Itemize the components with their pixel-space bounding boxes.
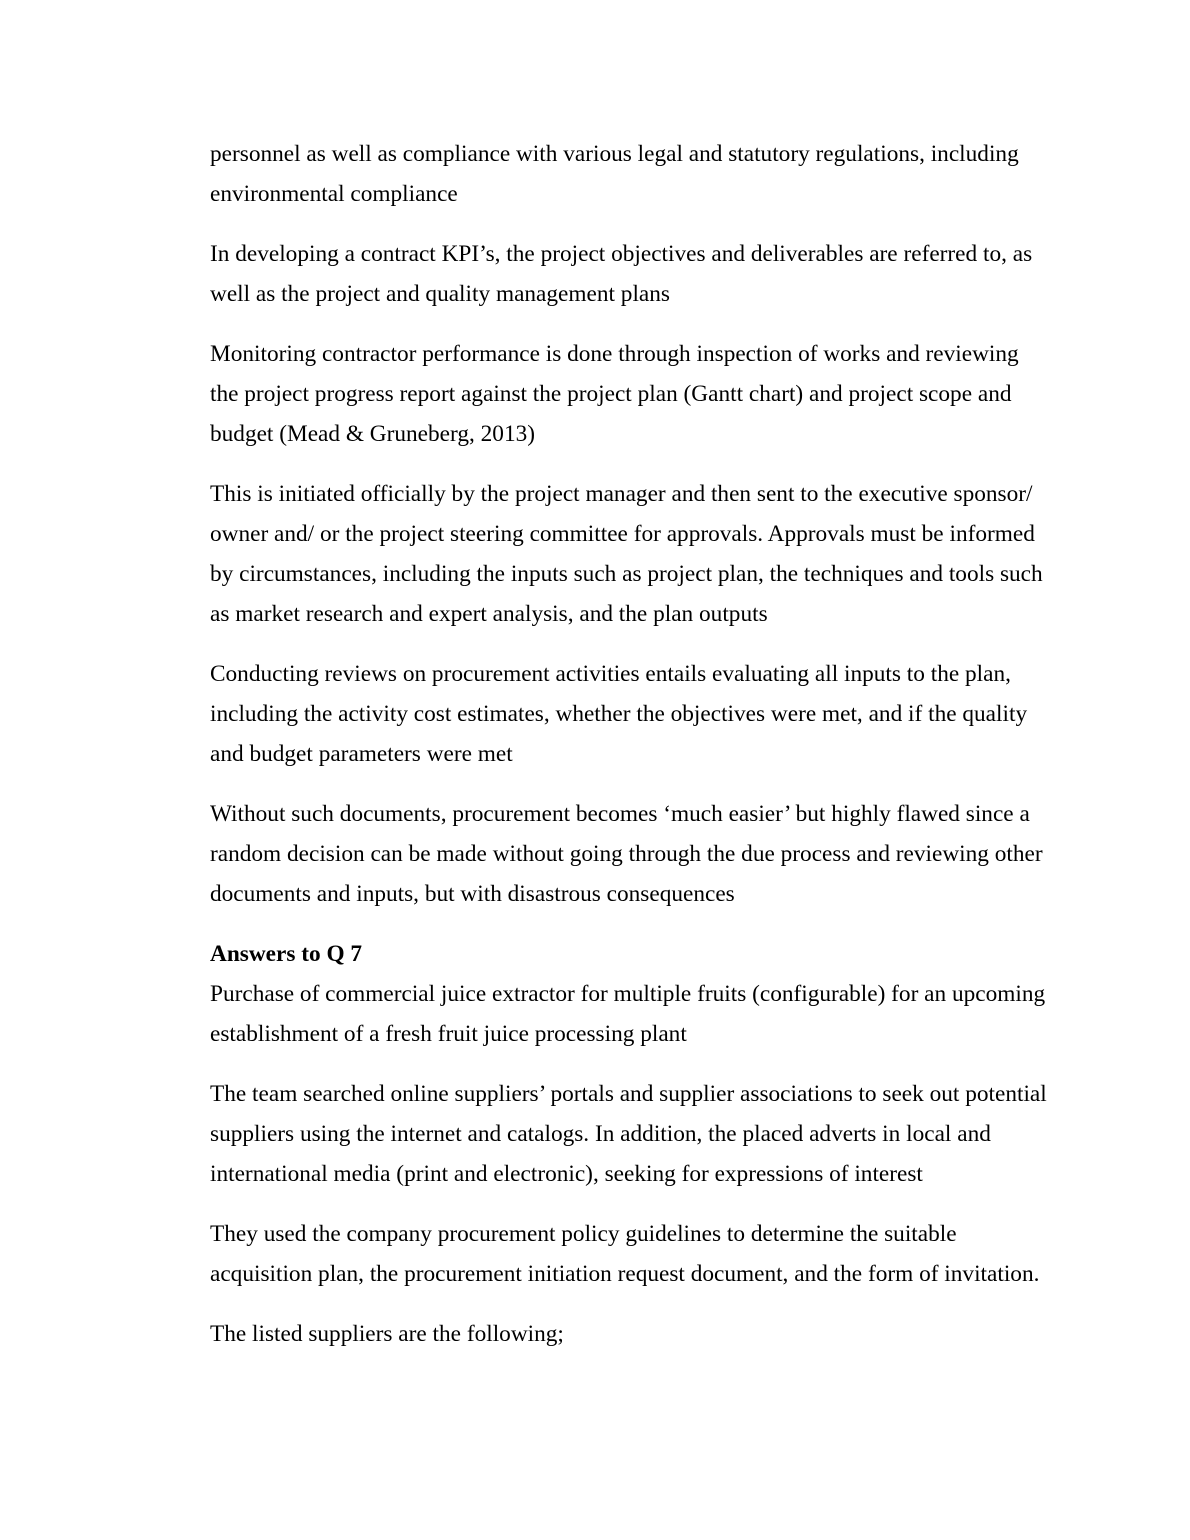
section-heading — [210, 934, 1070, 974]
text-line: including the activity cost estimates, whether the objectives were met, and if the quality — [210, 701, 1028, 727]
text-line: The team searched online suppliers’ portals and supplier associations to seek out potential — [210, 1081, 1047, 1107]
text-line: random decision can be made without going through the due process and reviewing other — [210, 841, 1043, 867]
text-line: establishment of a fresh fruit juice processing plant — [210, 1021, 687, 1047]
text-line: Answers to Q 7 — [210, 941, 363, 967]
text-line: documents and inputs, but with disastrous consequences — [210, 881, 735, 907]
text-line: suppliers using the internet and catalogs. In addition, the placed adverts in local and — [210, 1121, 991, 1147]
text-line: personnel as well as compliance with various legal and statutory regulations, including — [210, 141, 1019, 167]
text-line: international media (print and electronic), seeking for expressions of interest — [210, 1161, 923, 1187]
text-line: They used the company procurement policy guidelines to determine the suitable — [210, 1221, 957, 1247]
text-line: This is initiated officially by the project manager and then sent to the executive sponsor/ — [210, 481, 1033, 507]
text-line: Conducting reviews on procurement activities entails evaluating all inputs to the plan, — [210, 661, 1011, 687]
text-line: acquisition plan, the procurement initiation request document, and the form of invitation. — [210, 1261, 1040, 1287]
document-page — [210, 134, 1070, 1374]
paragraph — [210, 794, 1070, 914]
text-line: as market research and expert analysis, and the plan outputs — [210, 601, 768, 627]
text-line: The listed suppliers are the following; — [210, 1321, 564, 1347]
text-line: In developing a contract KPI’s, the project objectives and deliverables are referred to, as — [210, 241, 1033, 267]
paragraph — [210, 134, 1070, 214]
text-line: the project progress report against the project plan (Gantt chart) and project scope and — [210, 381, 1012, 407]
text-line: Monitoring contractor performance is done through inspection of works and reviewing — [210, 341, 1019, 367]
text-line: well as the project and quality management plans — [210, 281, 670, 307]
text-line: environmental compliance — [210, 181, 458, 207]
text-line: Without such documents, procurement becomes ‘much easier’ but highly flawed since a — [210, 801, 1030, 827]
text-line: owner and/ or the project steering committee for approvals. Approvals must be informed — [210, 521, 1035, 547]
paragraph — [210, 474, 1070, 634]
paragraph — [210, 234, 1070, 314]
paragraph — [210, 974, 1070, 1054]
paragraph — [210, 1314, 1070, 1354]
paragraph — [210, 1214, 1070, 1294]
text-line: budget (Mead & Gruneberg, 2013) — [210, 421, 535, 447]
text-line: by circumstances, including the inputs such as project plan, the techniques and tools such — [210, 561, 1043, 587]
text-line: and budget parameters were met — [210, 741, 513, 767]
paragraph — [210, 1074, 1070, 1194]
paragraph — [210, 334, 1070, 454]
paragraph — [210, 654, 1070, 774]
text-line: Purchase of commercial juice extractor for multiple fruits (configurable) for an upcoming — [210, 981, 1046, 1007]
